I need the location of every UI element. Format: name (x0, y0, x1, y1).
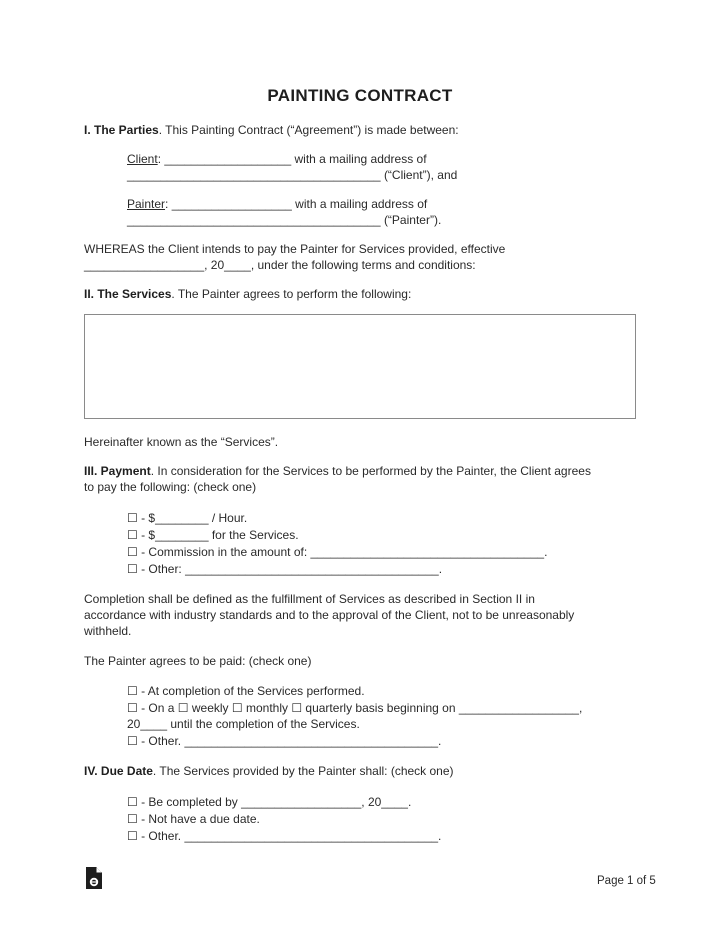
payment-intro-line-2: to pay the following: (check one) (84, 480, 257, 494)
services-description-box[interactable] (84, 314, 636, 419)
services-heading: II. The Services (84, 287, 172, 301)
payment-option-other[interactable]: ☐ - Other: ______________________________________. (127, 562, 443, 576)
payment-intro-line-1 (84, 464, 591, 479)
painter-label: Painter (127, 197, 166, 211)
services-after: Hereinafter known as the “Services”. (84, 435, 279, 449)
completion-line-2: accordance with industry standards and to the approval of the Client, not to be unreasonably (84, 608, 575, 622)
painter-line-1 (127, 197, 427, 212)
due-date-heading: IV. Due Date (84, 764, 153, 778)
services-intro-text: . The Painter agrees to perform the following: (171, 287, 412, 301)
painter-line-1-text: : __________________ with a mailing address of (165, 197, 428, 211)
due-option-no-due-date[interactable]: ☐ - Not have a due date. (127, 812, 260, 826)
completion-line-3: withheld. (84, 624, 132, 638)
painter-line-2: ______________________________________ (“Painter”). (127, 213, 442, 227)
parties-intro-text: . This Painting Contract (“Agreement”) is made between: (158, 123, 459, 137)
client-line-1 (127, 152, 427, 167)
payment-option-commission[interactable]: ☐ - Commission in the amount of: ___________________________________. (127, 545, 548, 559)
due-date-intro (84, 764, 454, 779)
eforms-logo-icon (84, 866, 104, 890)
page-title: PAINTING CONTRACT (267, 86, 453, 105)
paid-option-other[interactable]: ☐ - Other. ______________________________________. (127, 734, 442, 748)
due-option-completed-by[interactable]: ☐ - Be completed by __________________, 20____. (127, 795, 412, 809)
completion-line-1: Completion shall be defined as the fulfillment of Services as described in Section II in (84, 592, 535, 606)
paid-option-periodic[interactable]: ☐ - On a ☐ weekly ☐ monthly ☐ quarterly basis beginning on __________________, (127, 701, 583, 715)
client-line-1-text: : ___________________ with a mailing address of (157, 152, 427, 166)
due-option-other[interactable]: ☐ - Other. ______________________________________. (127, 829, 442, 843)
client-line-2: ______________________________________ (“Client”), and (127, 168, 458, 182)
page-number: Page 1 of 5 (597, 875, 656, 887)
paid-intro: The Painter agrees to be paid: (check one) (84, 654, 312, 668)
client-label: Client (127, 152, 158, 166)
parties-intro (84, 123, 459, 138)
payment-heading: III. Payment (84, 464, 151, 478)
payment-option-hourly[interactable]: ☐ - $________ / Hour. (127, 511, 248, 525)
parties-heading: I. The Parties (84, 123, 159, 137)
services-intro (84, 287, 411, 302)
paid-option-completion[interactable]: ☐ - At completion of the Services performed. (127, 684, 365, 698)
whereas-line-1: WHEREAS the Client intends to pay the Painter for Services provided, effective (84, 242, 506, 256)
paid-option-periodic-cont: 20____ until the completion of the Services. (127, 717, 360, 731)
whereas-line-2: __________________, 20____, under the following terms and conditions: (84, 258, 476, 272)
payment-intro-text: . In consideration for the Services to be performed by the Painter, the Client agrees (150, 464, 591, 478)
due-date-intro-text: . The Services provided by the Painter shall: (check one) (152, 764, 454, 778)
payment-option-flat[interactable]: ☐ - $________ for the Services. (127, 528, 299, 542)
